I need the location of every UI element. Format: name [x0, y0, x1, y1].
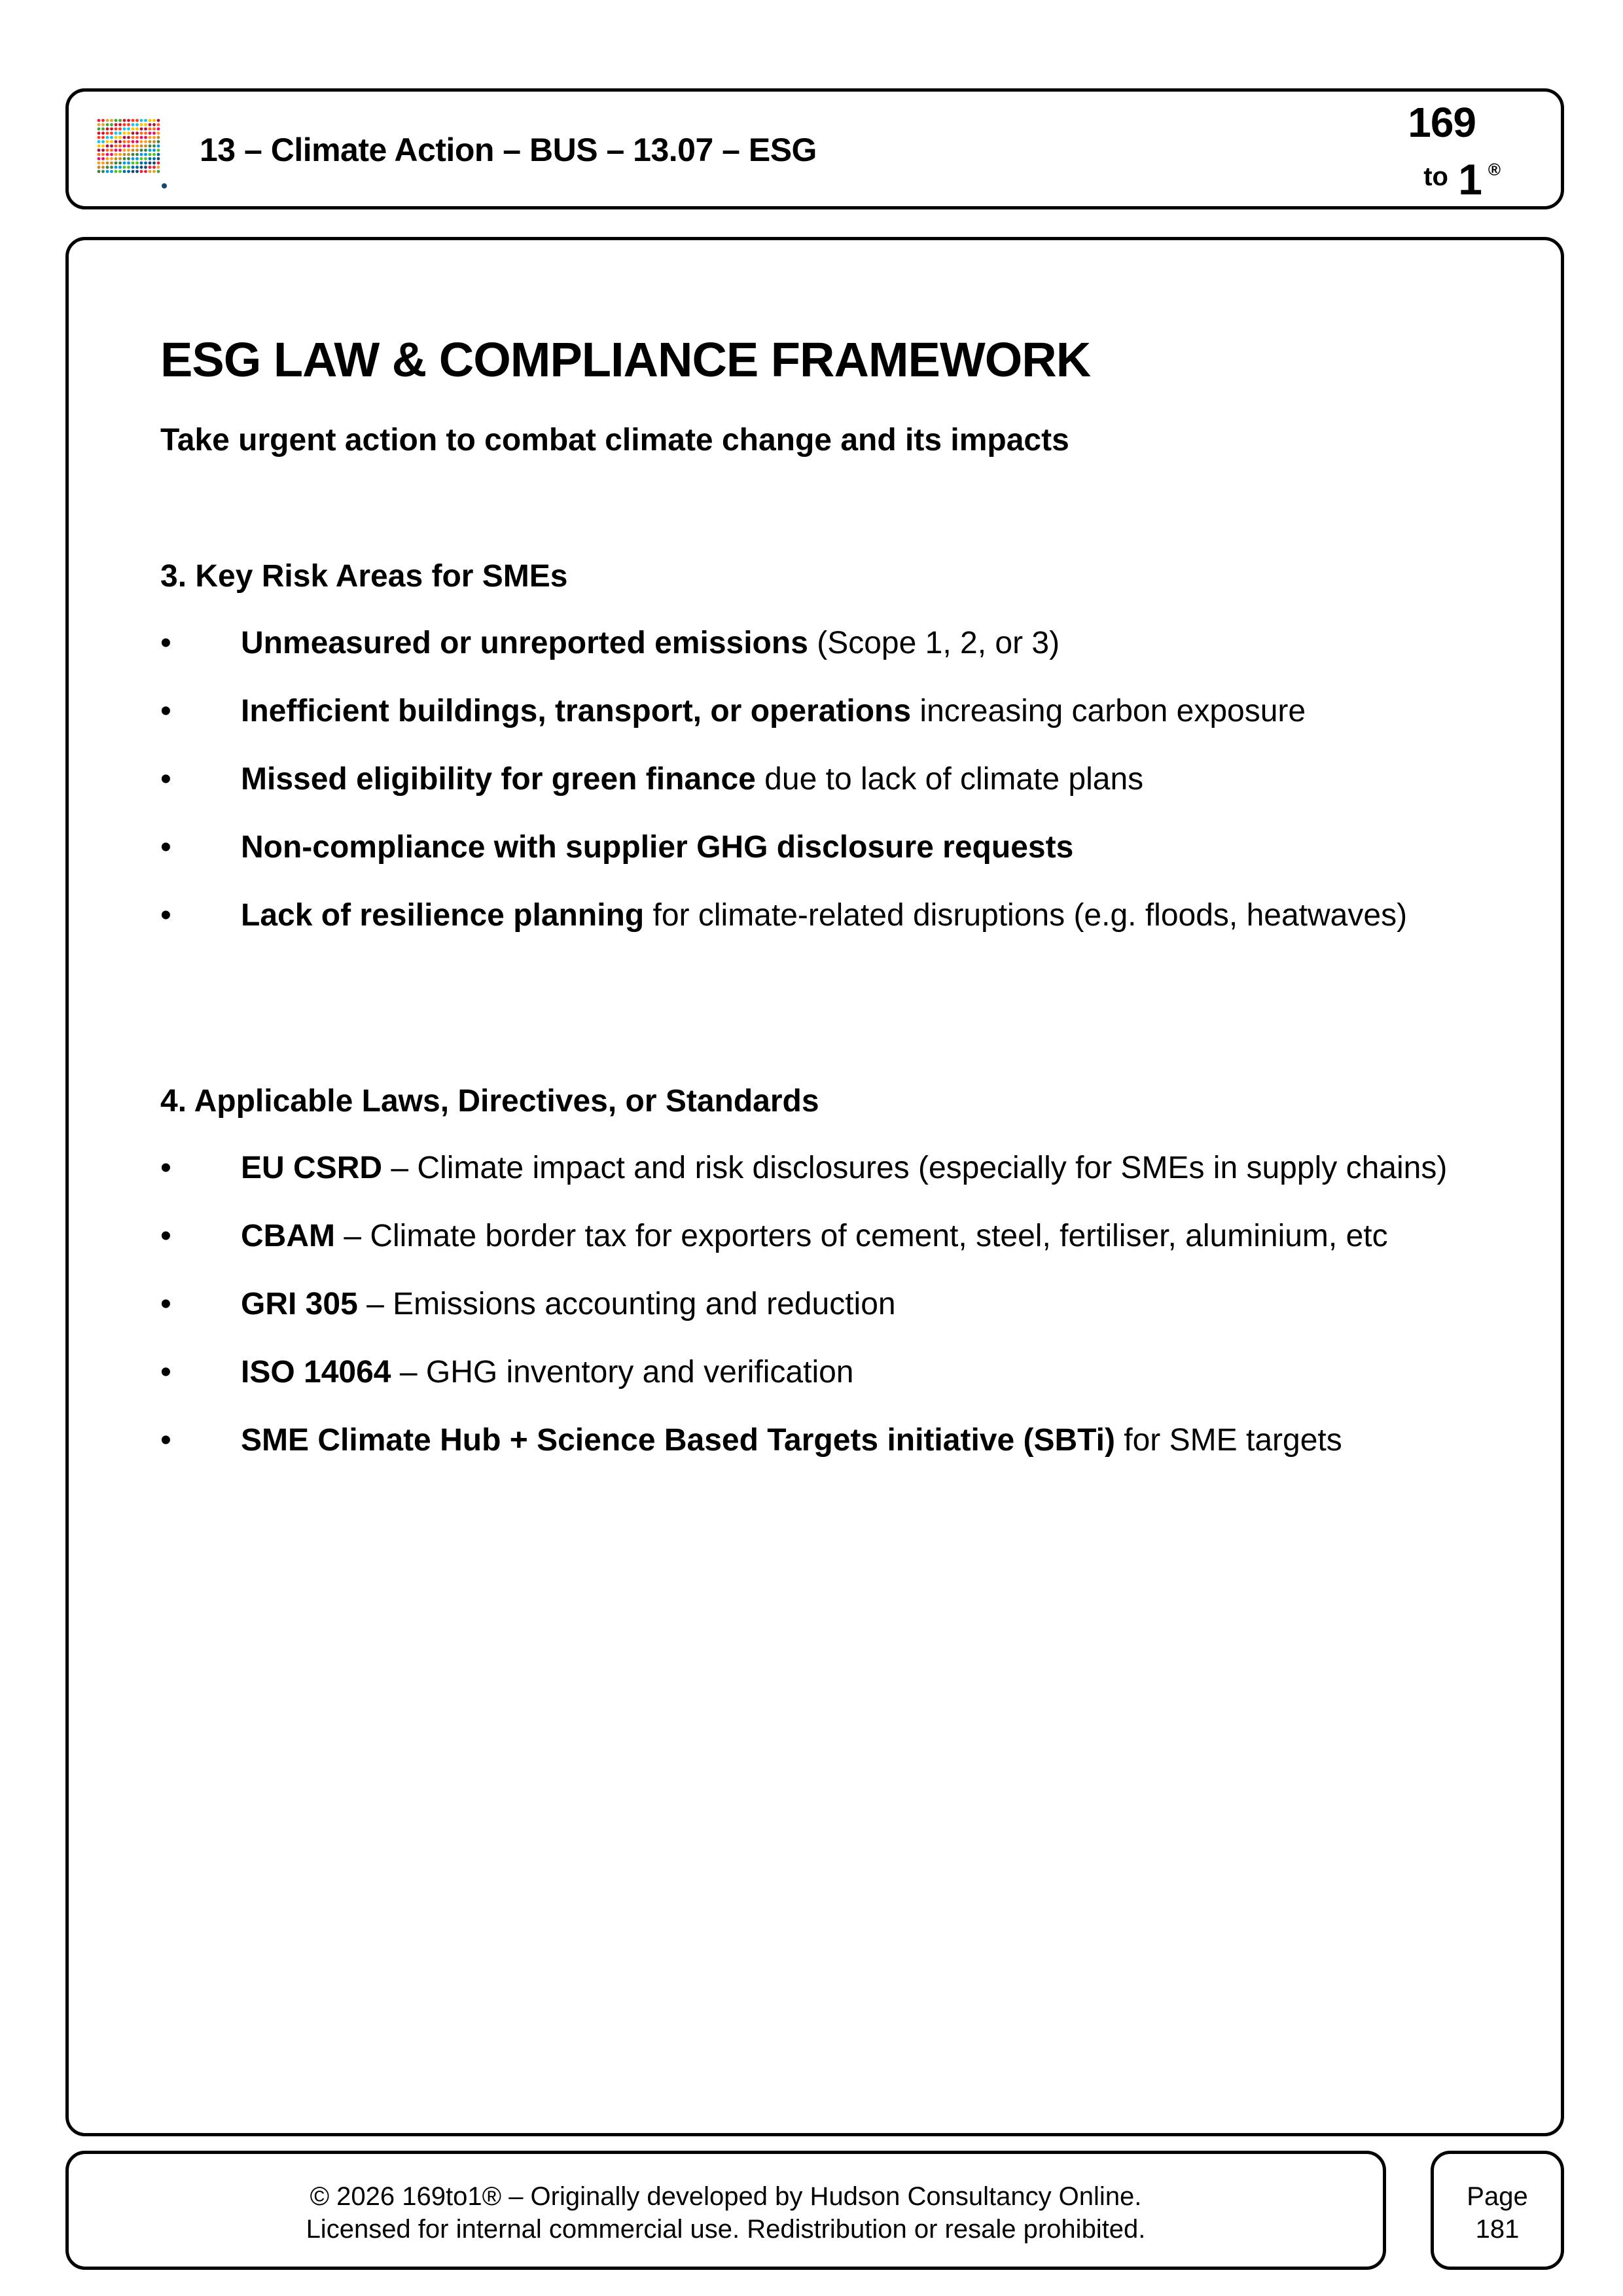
list-item: [160, 689, 1495, 734]
page-number-text: [1434, 2180, 1561, 2246]
item-bold: CBAM: [241, 1219, 335, 1253]
page-title: ESG LAW & COMPLIANCE FRAMEWORK: [160, 332, 1091, 387]
list-item: [160, 757, 1495, 802]
item-text: increasing carbon exposure: [911, 694, 1306, 728]
footer-copyright: [65, 2151, 1386, 2270]
list-item: [160, 1146, 1495, 1191]
item-text: – Climate impact and risk disclosures (especially for SMEs in supply chains): [382, 1151, 1448, 1185]
list-item: [160, 1418, 1495, 1463]
item-bold: GRI 305: [241, 1287, 358, 1321]
brand-one: 1: [1458, 155, 1482, 204]
brand-to: to: [1423, 162, 1448, 191]
risk-areas-list: [160, 621, 1495, 938]
item-bold: EU CSRD: [241, 1151, 383, 1185]
header-title: 13 – Climate Action – BUS – 13.07 – ESG: [200, 132, 817, 168]
sdg-dot-grid-icon: [96, 118, 168, 190]
item-text: – GHG inventory and verification: [391, 1355, 854, 1390]
section-heading-risk-areas: 3. Key Risk Areas for SMEs: [160, 559, 568, 594]
list-item: [160, 825, 1495, 870]
item-bold: Inefficient buildings, transport, or operations: [241, 694, 912, 728]
page-label: Page: [1467, 2182, 1528, 2211]
item-text: – Emissions accounting and reduction: [357, 1287, 896, 1321]
page-number-box: [1431, 2151, 1564, 2270]
page-subtitle: Take urgent action to combat climate change and its impacts: [160, 423, 1069, 457]
list-item: [160, 1350, 1495, 1395]
item-bold: Non-compliance with supplier GHG disclosure requests: [241, 830, 1074, 865]
copyright-line-2: Licensed for internal commercial use. Redistribution or resale prohibited.: [306, 2215, 1146, 2244]
item-bold: Unmeasured or unreported emissions: [241, 626, 808, 660]
main-content: [65, 237, 1564, 2136]
list-item: [160, 1282, 1495, 1327]
item-text: for climate-related disruptions (e.g. floods, heatwaves): [644, 898, 1408, 933]
page-number: 181: [1475, 2215, 1520, 2244]
item-text: (Scope 1, 2, or 3): [808, 626, 1060, 660]
list-item: [160, 893, 1495, 938]
item-text: for SME targets: [1115, 1423, 1342, 1458]
item-text: – Climate border tax for exporters of cement, steel, fertiliser, aluminium, etc: [334, 1219, 1388, 1253]
laws-list: [160, 1146, 1495, 1463]
copyright-line-1: © 2026 169to1® – Originally developed by Hudson Consultancy Online.: [310, 2182, 1142, 2211]
item-text: due to lack of climate plans: [755, 762, 1144, 797]
item-bold: ISO 14064: [241, 1355, 391, 1390]
list-item: [160, 621, 1495, 666]
copyright-text: [69, 2180, 1383, 2246]
section-heading-laws: 4. Applicable Laws, Directives, or Standards: [160, 1084, 819, 1119]
list-item: [160, 1214, 1495, 1259]
item-bold: Lack of resilience planning: [241, 898, 645, 933]
page-header: [65, 88, 1564, 209]
brand-registered: ®: [1488, 160, 1501, 179]
brand-number: 169: [1408, 99, 1476, 146]
item-bold: SME Climate Hub + Science Based Targets initiative (SBTi): [241, 1423, 1115, 1458]
item-bold: Missed eligibility for green finance: [241, 762, 756, 797]
brand-logo: [1351, 98, 1502, 203]
